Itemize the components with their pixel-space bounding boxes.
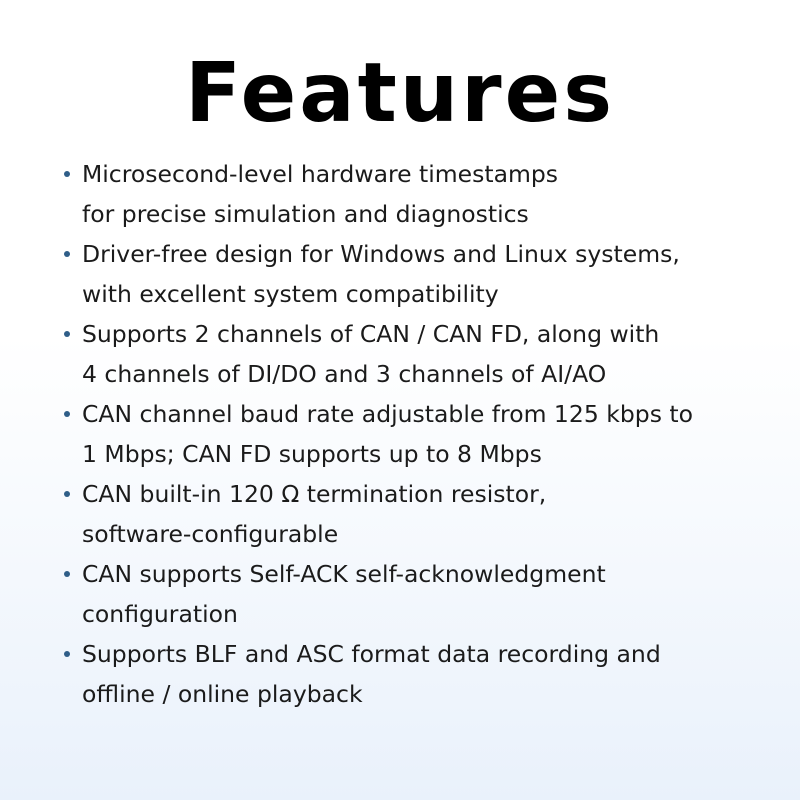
bullet-icon [64,491,70,497]
feature-line: CAN built-in 120 Ω termination resistor, [82,480,547,508]
feature-item [60,554,780,634]
feature-item [60,154,780,234]
feature-item [60,634,780,714]
feature-item [60,234,780,314]
feature-line: Supports 2 channels of CAN / CAN FD, along with [82,320,660,348]
feature-line: for precise simulation and diagnostics [82,200,529,228]
feature-line: CAN channel baud rate adjustable from 125 kbps to [82,400,693,428]
feature-line: CAN supports Self-ACK self-acknowledgment [82,560,606,588]
feature-line: with excellent system compatibility [82,280,499,308]
feature-item [60,394,780,474]
feature-line: software-configurable [82,520,339,548]
bullet-icon [64,251,70,257]
feature-line: 1 Mbps; CAN FD supports up to 8 Mbps [82,440,542,468]
bullet-icon [64,171,70,177]
feature-line: offline / online playback [82,680,363,708]
feature-line: 4 channels of DI/DO and 3 channels of AI/AO [82,360,607,388]
bullet-icon [64,331,70,337]
feature-list [60,154,780,714]
bullet-icon [64,411,70,417]
feature-item [60,474,780,554]
feature-item [60,314,780,394]
feature-line: Microsecond-level hardware timestamps [82,160,559,188]
bullet-icon [64,571,70,577]
bullet-icon [64,651,70,657]
feature-line: Supports BLF and ASC format data recording and [82,640,661,668]
feature-line: Driver-free design for Windows and Linux systems, [82,240,680,268]
feature-line: configuration [82,600,238,628]
page-title: Features [184,46,616,141]
